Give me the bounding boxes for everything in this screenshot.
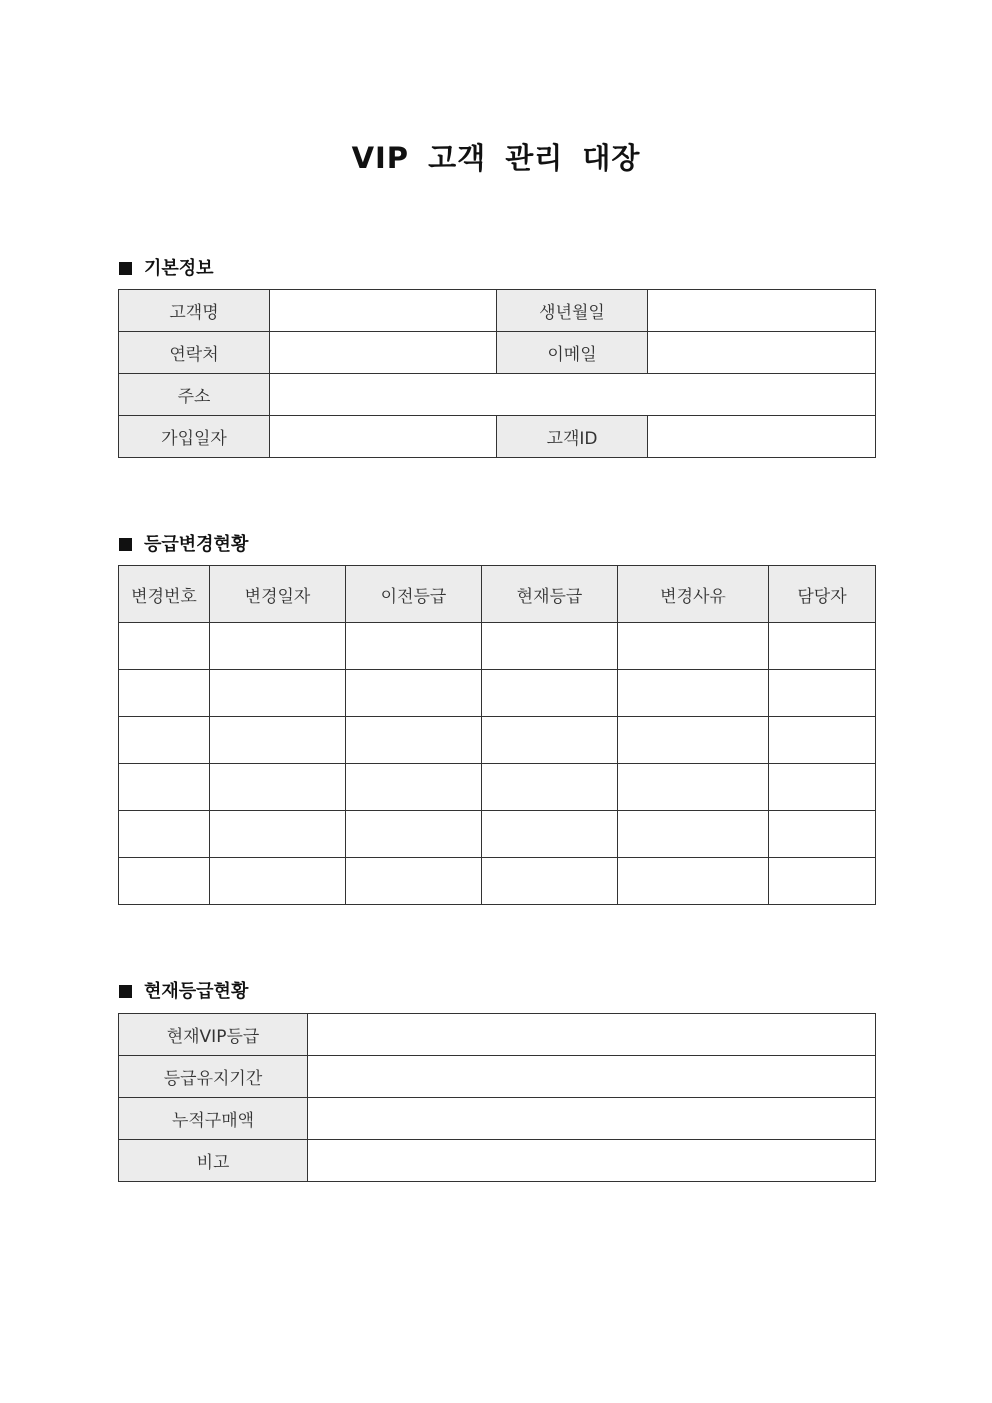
table-row (119, 764, 876, 811)
section-heading-current-grade (119, 977, 248, 1003)
table-row (119, 623, 876, 670)
table-header-row (119, 566, 876, 623)
email-field[interactable] (648, 332, 876, 374)
column-header-current-grade: 현재등급 (482, 566, 618, 623)
table-cell[interactable] (119, 764, 210, 811)
total-purchase-field[interactable] (308, 1098, 876, 1140)
section-title-current-grade: 현재등급현황 (144, 981, 249, 1002)
birth-date-field[interactable] (648, 290, 876, 332)
table-cell[interactable] (618, 670, 769, 717)
table-cell[interactable] (482, 670, 618, 717)
section-title-grade-change: 등급변경현황 (144, 534, 249, 555)
remarks-label: 비고 (119, 1140, 308, 1182)
table-cell[interactable] (769, 670, 876, 717)
customer-name-label: 고객명 (119, 290, 270, 332)
table-cell[interactable] (346, 717, 482, 764)
customer-id-field[interactable] (648, 416, 876, 458)
vip-grade-label: 현재VIP등급 (119, 1014, 308, 1056)
section-title-basic: 기본정보 (144, 258, 214, 279)
table-cell[interactable] (119, 858, 210, 905)
table-cell[interactable] (618, 811, 769, 858)
table-row (119, 717, 876, 764)
square-bullet-icon (119, 538, 132, 551)
table-cell[interactable] (210, 670, 346, 717)
table-cell[interactable] (618, 858, 769, 905)
grade-period-label: 등급유지기간 (119, 1056, 308, 1098)
contact-field[interactable] (270, 332, 497, 374)
table-cell[interactable] (210, 811, 346, 858)
table-row (119, 1014, 876, 1056)
table-cell[interactable] (769, 764, 876, 811)
table-row (119, 1140, 876, 1182)
table-cell[interactable] (210, 858, 346, 905)
column-header-manager: 담당자 (769, 566, 876, 623)
table-cell[interactable] (346, 623, 482, 670)
section-heading-basic (119, 254, 214, 280)
table-cell[interactable] (769, 623, 876, 670)
page-title: VIP 고객 관리 대장 (351, 141, 641, 175)
table-cell[interactable] (119, 717, 210, 764)
table-cell[interactable] (119, 623, 210, 670)
customer-id-label: 고객ID (497, 416, 648, 458)
table-cell[interactable] (346, 811, 482, 858)
table-row (119, 416, 876, 458)
table-cell[interactable] (346, 670, 482, 717)
column-header-change-reason: 변경사유 (618, 566, 769, 623)
email-label: 이메일 (497, 332, 648, 374)
column-header-change-no: 변경번호 (119, 566, 210, 623)
join-date-field[interactable] (270, 416, 497, 458)
table-cell[interactable] (346, 858, 482, 905)
address-label: 주소 (119, 374, 270, 416)
table-row (119, 1056, 876, 1098)
join-date-label: 가입일자 (119, 416, 270, 458)
table-cell[interactable] (210, 717, 346, 764)
square-bullet-icon (119, 262, 132, 275)
vip-grade-field[interactable] (308, 1014, 876, 1056)
table-row (119, 332, 876, 374)
square-bullet-icon (119, 985, 132, 998)
table-cell[interactable] (482, 858, 618, 905)
table-cell[interactable] (618, 717, 769, 764)
table-cell[interactable] (618, 623, 769, 670)
grade-period-field[interactable] (308, 1056, 876, 1098)
column-header-previous-grade: 이전등급 (346, 566, 482, 623)
table-cell[interactable] (482, 623, 618, 670)
table-row (119, 290, 876, 332)
grade-change-table (118, 565, 876, 905)
table-cell[interactable] (119, 811, 210, 858)
table-cell[interactable] (482, 811, 618, 858)
table-cell[interactable] (119, 670, 210, 717)
table-row (119, 374, 876, 416)
table-cell[interactable] (482, 764, 618, 811)
table-row (119, 1098, 876, 1140)
table-cell[interactable] (618, 764, 769, 811)
basic-info-table (118, 289, 876, 458)
table-cell[interactable] (210, 623, 346, 670)
table-cell[interactable] (482, 717, 618, 764)
current-grade-table (118, 1013, 876, 1182)
contact-label: 연락처 (119, 332, 270, 374)
total-purchase-label: 누적구매액 (119, 1098, 308, 1140)
section-heading-grade-change (119, 530, 248, 556)
table-cell[interactable] (769, 717, 876, 764)
table-cell[interactable] (769, 858, 876, 905)
table-row (119, 811, 876, 858)
birth-date-label: 생년월일 (497, 290, 648, 332)
table-row (119, 858, 876, 905)
customer-name-field[interactable] (270, 290, 497, 332)
table-cell[interactable] (346, 764, 482, 811)
table-row (119, 670, 876, 717)
table-cell[interactable] (769, 811, 876, 858)
table-cell[interactable] (210, 764, 346, 811)
address-field[interactable] (270, 374, 876, 416)
remarks-field[interactable] (308, 1140, 876, 1182)
column-header-change-date: 변경일자 (210, 566, 346, 623)
